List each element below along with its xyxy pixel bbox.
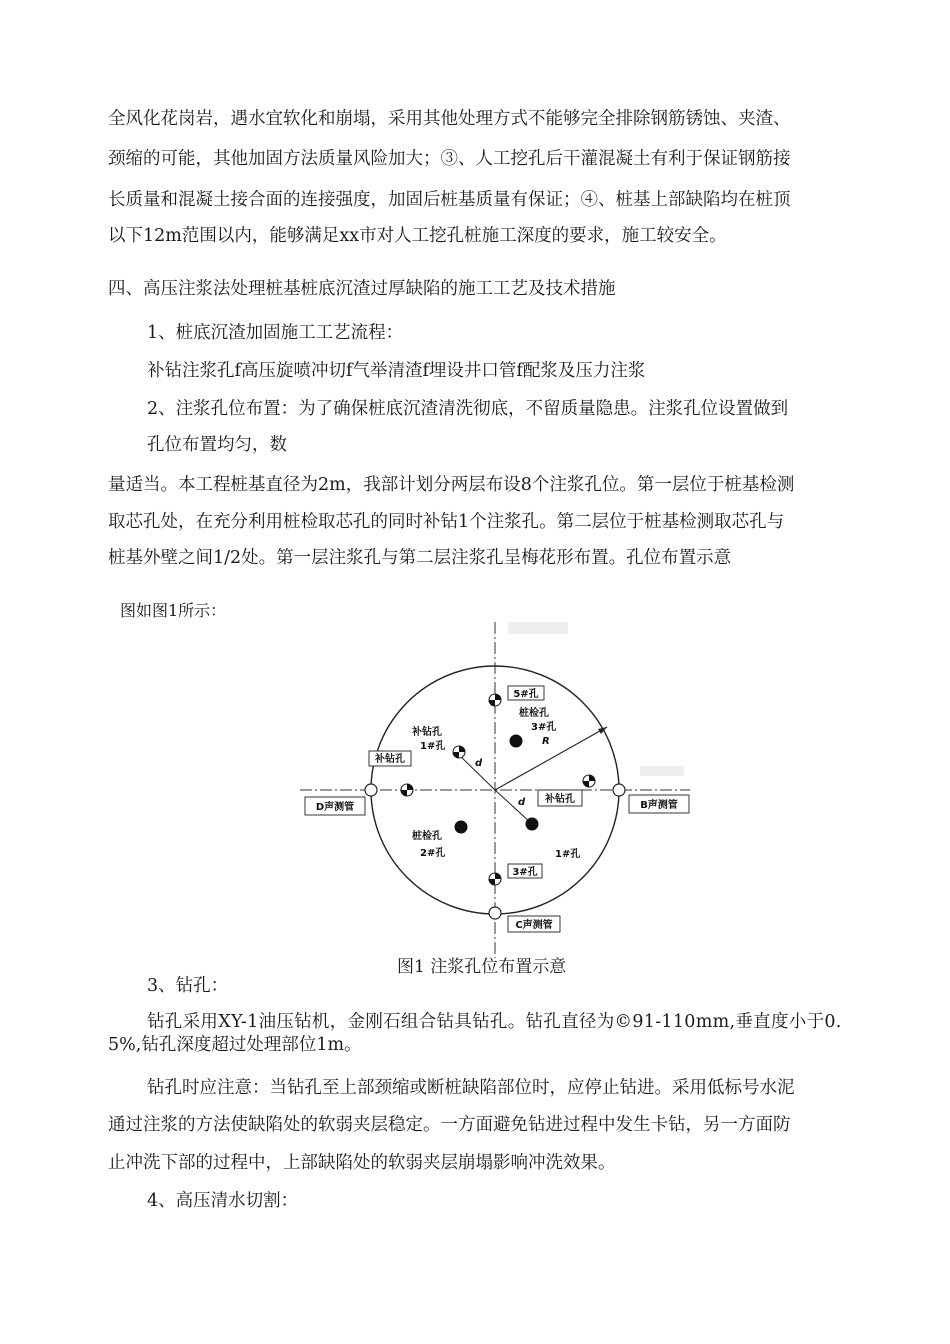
- pipe-D: [365, 784, 377, 796]
- figure-caption: 图1 注浆孔位布置示意: [397, 957, 567, 977]
- svg-text:补钻孔: 补钻孔: [545, 794, 575, 805]
- svg-text:1#孔: 1#孔: [555, 849, 581, 860]
- subsection-title: 4、高压清水切割：: [147, 1191, 299, 1211]
- hole-layout-figure: [0, 600, 950, 977]
- svg-text:1#孔: 1#孔: [420, 741, 446, 752]
- svg-text:桩检孔: 桩检孔: [519, 708, 549, 719]
- grout-hole-3: [489, 873, 501, 885]
- faded-label: [640, 766, 684, 776]
- core-hole-2: [455, 821, 468, 834]
- svg-text:2#孔: 2#孔: [420, 848, 446, 859]
- process-flow: 补钻注浆孔f高压旋喷冲切f气举清渣f埋设井口管f配浆及压力注浆: [147, 361, 646, 381]
- section-heading: 四、高压注浆法处理桩基桩底沉渣过厚缺陷的施工工艺及技术措施: [108, 279, 616, 299]
- label-hole3: [508, 864, 542, 878]
- text-line: 通过注浆的方法使缺陷处的软弱夹层稳定。一方面避免钻进过程中发生卡钻，另一方面防: [108, 1115, 791, 1135]
- svg-text:d: d: [518, 797, 526, 808]
- label-D-pipe: [305, 797, 365, 815]
- text-line: 止冲洗下部的过程中，上部缺陷处的软弱夹层崩塌影响冲洗效果。: [108, 1153, 616, 1173]
- pipe-C: [489, 907, 501, 919]
- text-line: 量适当。本工程桩基直径为2m，我部计划分两层布设8个注浆孔位。第一层位于桩基检测: [108, 475, 795, 495]
- svg-text:3#孔: 3#孔: [531, 722, 557, 733]
- text-line: 长质量和混凝土接合面的连接强度，加固后桩基质量有保证；④、桩基上部缺陷均在桩顶: [108, 190, 791, 210]
- svg-text:D声测管: D声测管: [315, 802, 355, 813]
- svg-text:3#孔: 3#孔: [512, 867, 538, 878]
- d-line-lower: [495, 790, 531, 823]
- text-line: 5%,钻孔深度超过处理部位1m。: [108, 1035, 362, 1055]
- label-supp-left: [369, 751, 411, 766]
- grout-hole-supp1: [453, 746, 465, 758]
- pipe-B: [613, 784, 625, 796]
- text-line: 以下12m范围以内，能够满足xx市对人工挖孔桩施工深度的要求，施工较安全。: [108, 226, 727, 246]
- text-line: 孔位布置均匀，数: [147, 435, 287, 455]
- grout-hole-right: [583, 775, 595, 787]
- svg-text:5#孔: 5#孔: [513, 689, 539, 700]
- text-line: 钻孔采用XY-1油压钻机，金刚石组合钻具钻孔。钻孔直径为©91-110mm,垂直度小于0.: [147, 1012, 842, 1032]
- faded-label: [508, 622, 568, 634]
- text-line: 2、注浆孔位布置：为了确保桩底沉渣清洗彻底，不留质量隐患。注浆孔位设置做到: [147, 399, 789, 419]
- text-line: 取芯孔处，在充分利用桩检取芯孔的同时补钻1个注浆孔。第二层位于桩基检测取芯孔与: [108, 512, 785, 532]
- svg-text:d: d: [475, 758, 483, 769]
- text-line: 钻孔时应注意：当钻孔至上部颈缩或断桩缺陷部位时，应停止钻进。采用低标号水泥: [147, 1078, 795, 1098]
- grout-hole-left: [401, 784, 413, 796]
- svg-text:B声测管: B声测管: [640, 800, 678, 811]
- text-line-cut: 图如图1所示：: [120, 601, 227, 620]
- svg-text:补钻孔: 补钻孔: [412, 727, 442, 738]
- text-line: 全风化花岗岩，遇水宜软化和崩塌，采用其他处理方式不能够完全排除钢筋锈蚀、夹渣、: [108, 109, 791, 129]
- label-B-pipe: [629, 795, 689, 813]
- grout-hole-5: [489, 694, 501, 706]
- label-hole5: [508, 686, 544, 700]
- core-hole-1: [526, 818, 539, 831]
- subsection-title: 3、钻孔：: [147, 976, 229, 996]
- label-C-pipe: [508, 916, 560, 932]
- svg-text:C声测管: C声测管: [515, 920, 553, 931]
- svg-text:补钻孔: 补钻孔: [375, 754, 405, 765]
- text-line: 颈缩的可能，其他加固方法质量风险加大；③、人工挖孔后干灌混凝土有利于保证钢筋接: [108, 149, 791, 169]
- text-line: 桩基外壁之间1/2处。第一层注浆孔与第二层注浆孔呈梅花形布置。孔位布置示意: [108, 548, 732, 568]
- core-hole-3: [510, 735, 523, 748]
- subsection-title: 1、桩底沉渣加固施工工艺流程：: [147, 323, 404, 343]
- label-supp-right: [538, 790, 582, 806]
- svg-text:R: R: [542, 736, 550, 747]
- svg-text:桩检孔: 桩检孔: [412, 831, 442, 842]
